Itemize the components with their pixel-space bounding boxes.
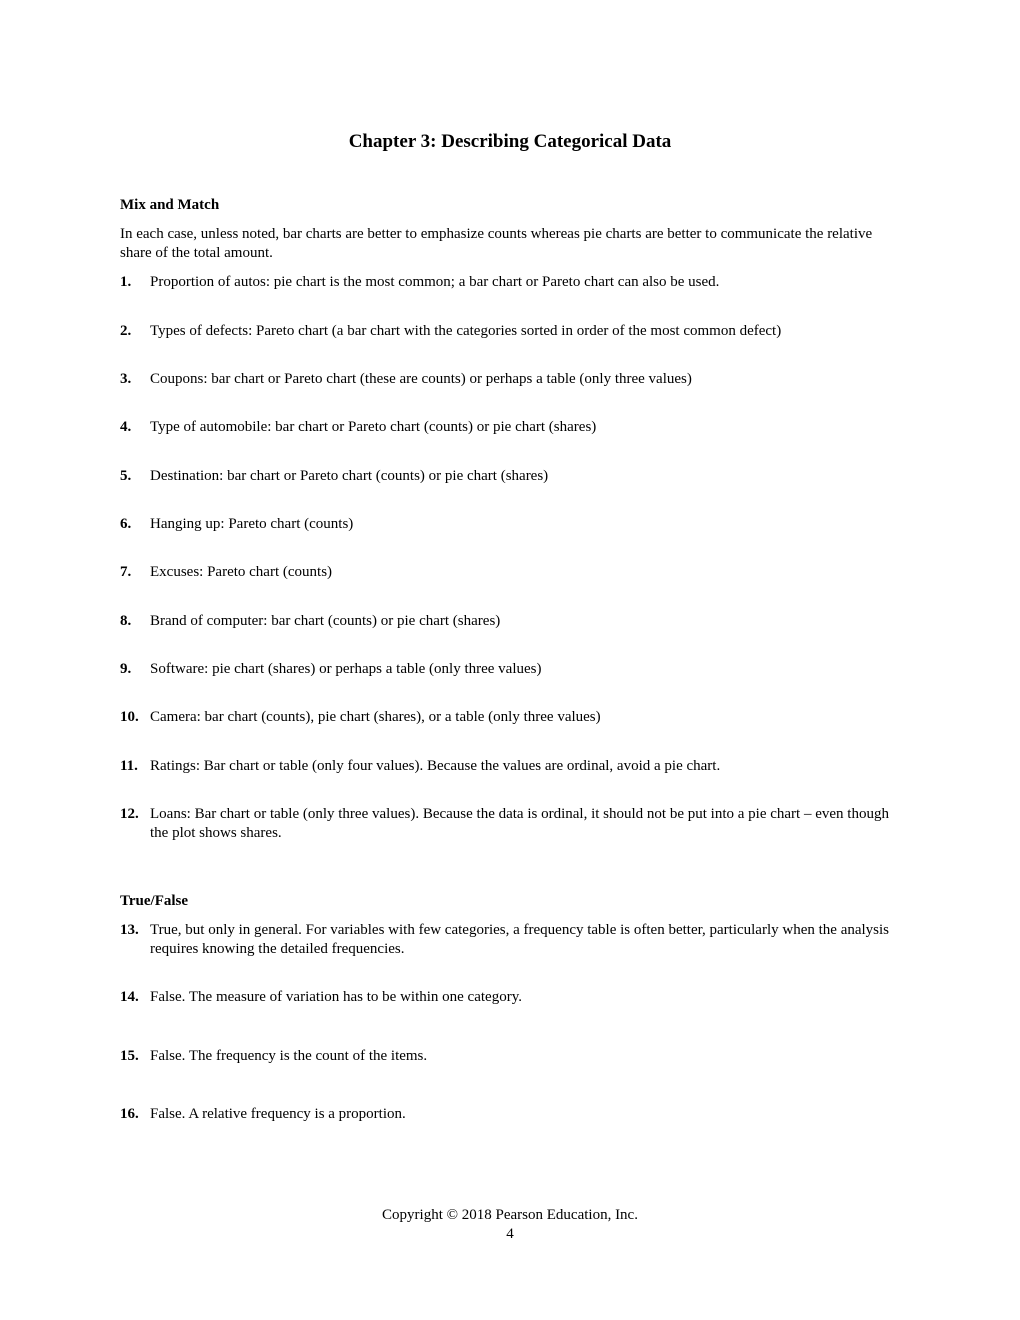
list-item (120, 921, 890, 959)
item-number: 16. (120, 1106, 139, 1122)
item-text: Types of defects: Pareto chart (a bar chart with the categories sorted in order of the most common defect) (150, 323, 782, 339)
list-item (120, 322, 890, 341)
item-text: Hanging up: Pareto chart (counts) (150, 516, 354, 532)
item-number: 4. (120, 419, 132, 435)
item-text: Camera: bar chart (counts), pie chart (shares), or a table (only three values) (150, 709, 601, 725)
list-item (120, 805, 890, 843)
list-item (120, 370, 890, 389)
item-number: 7. (120, 564, 132, 580)
list-item (120, 757, 890, 776)
item-text: False. The frequency is the count of the items. (150, 1048, 428, 1064)
item-text: Type of automobile: bar chart or Pareto chart (counts) or pie chart (shares) (150, 419, 597, 435)
item-text: Software: pie chart (shares) or perhaps a table (only three values) (150, 661, 542, 677)
list-item (120, 988, 890, 1007)
list-item (120, 612, 890, 631)
item-text: Proportion of autos: pie chart is the most common; a bar chart or Pareto chart can also be used. (150, 274, 720, 290)
item-number: 5. (120, 468, 132, 484)
item-number: 13. (120, 922, 139, 938)
item-text: Brand of computer: bar chart (counts) or pie chart (shares) (150, 613, 501, 629)
item-number: 15. (120, 1048, 139, 1064)
page-title: Chapter 3: Describing Categorical Data (348, 131, 672, 152)
section-heading-true-false: True/False (120, 893, 189, 909)
section-heading-mix-and-match: Mix and Match (120, 197, 220, 213)
item-number: 9. (120, 661, 132, 677)
copyright-notice: Copyright © 2018 Pearson Education, Inc. (382, 1207, 638, 1223)
item-number: 2. (120, 323, 132, 339)
item-number: 8. (120, 613, 132, 629)
list-item (120, 515, 890, 534)
list-item (120, 563, 890, 582)
list-item (120, 708, 890, 727)
item-text: False. A relative frequency is a proportion. (150, 1106, 406, 1122)
item-number: 10. (120, 709, 139, 725)
item-number: 14. (120, 989, 139, 1005)
item-number: 11. (120, 758, 138, 774)
list-item (120, 467, 890, 486)
list-item (120, 1047, 890, 1066)
item-text: Coupons: bar chart or Pareto chart (these are counts) or perhaps a table (only three values) (150, 371, 692, 387)
item-number: 3. (120, 371, 132, 387)
item-text: Ratings: Bar chart or table (only four values). Because the values are ordinal, avoid a pie chart. (150, 758, 721, 774)
item-text: Destination: bar chart or Pareto chart (counts) or pie chart (shares) (150, 468, 549, 484)
list-item (120, 273, 890, 292)
item-number: 12. (120, 806, 139, 822)
list-item (120, 418, 890, 437)
list-item (120, 660, 890, 679)
page-footer (0, 1206, 1020, 1244)
item-number: 1. (120, 274, 132, 290)
item-text: False. The measure of variation has to be within one category. (150, 989, 522, 1005)
intro-paragraph: In each case, unless noted, bar charts are better to emphasize counts whereas pie charts are better to communicate the relative share of the total amount. (120, 226, 873, 261)
item-number: 6. (120, 516, 132, 532)
page-number: 4 (506, 1226, 514, 1242)
item-text: Excuses: Pareto chart (counts) (150, 564, 333, 580)
item-text: True, but only in general. For variables with few categories, a frequency table is often better, particularly when the analysis requires knowing the detailed frequencies. (150, 922, 890, 957)
item-text: Loans: Bar chart or table (only three values). Because the data is ordinal, it should not be put into a pie chart – even though the plot shows shares. (150, 806, 889, 841)
list-item (120, 1105, 890, 1124)
